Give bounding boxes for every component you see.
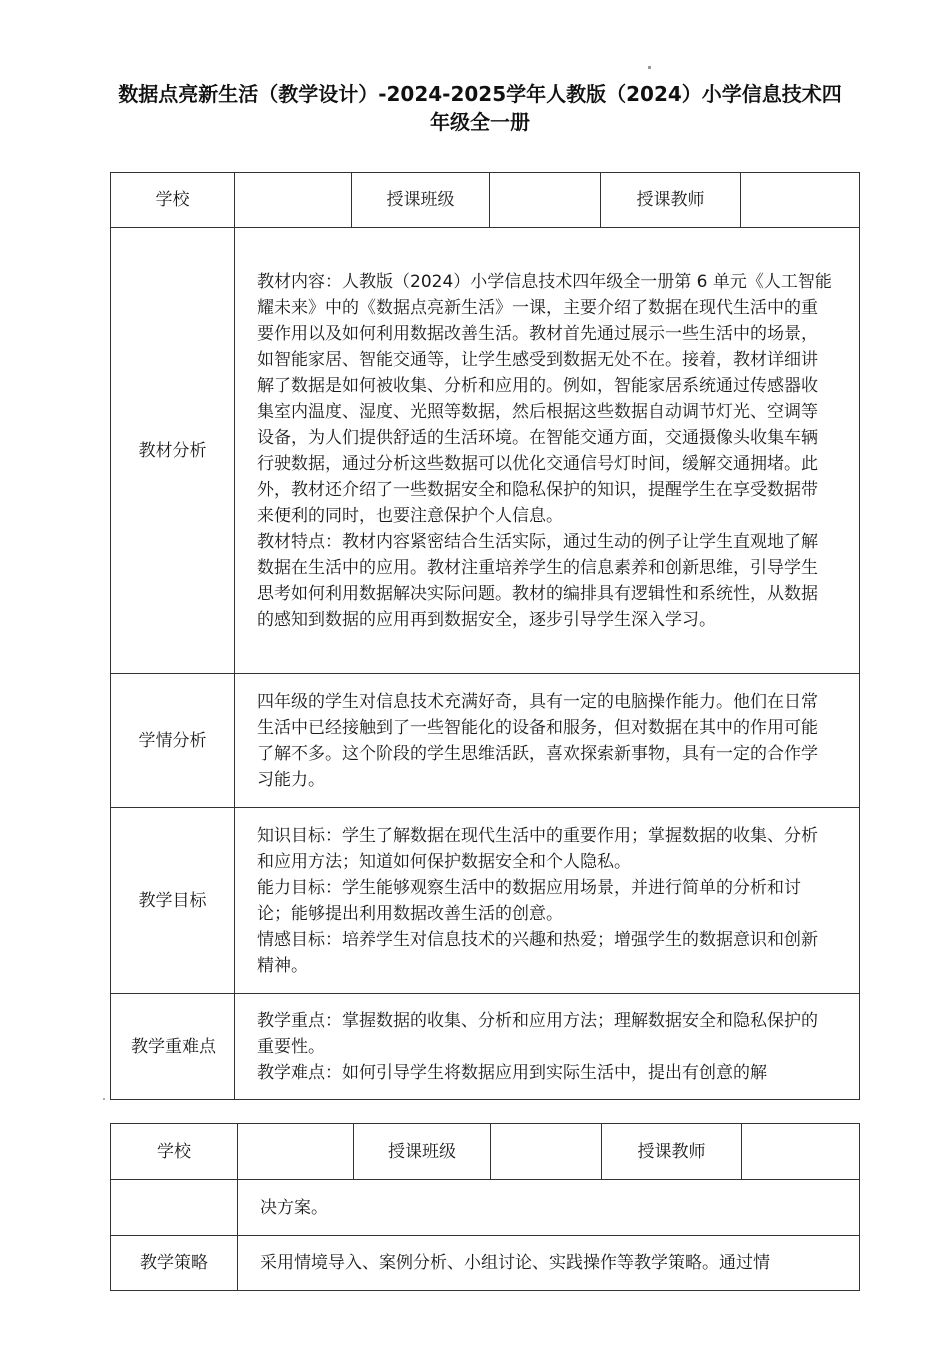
key-points-content [235,994,860,1100]
document-title [90,80,870,136]
key-points-row [111,994,860,1100]
continuation-row [111,1180,860,1236]
teacher-label: 授课教师 [601,173,741,228]
continuation-label-cell [111,1180,238,1236]
school-value-cell-continued[interactable] [238,1124,354,1180]
textbook-features-paragraph: 教材特点：教材内容紧密结合生活实际，通过生动的例子让学生直观地了解数据在生活中的应用。教材注重培养学生的信息素养和创新思维，引导学生思考如何利用数据解决实际问题。教材的编排具有逻辑性和系统性，从数据的感知到数据的应用再到数据安全，逐步引导学生深入学习。 [257,531,818,630]
teacher-value-cell-continued[interactable] [742,1124,860,1180]
title-line-1: 数据点亮新生活（教学设计）-2024-2025学年人教版（2024）小学信息技术四 [118,82,842,106]
student-analysis-label: 学情分析 [111,674,235,808]
class-label-continued: 授课班级 [354,1124,491,1180]
student-analysis-content [235,674,860,808]
school-label-continued: 学校 [111,1124,238,1180]
teaching-goals-content [235,808,860,994]
textbook-content-paragraph: 教材内容：人教版（2024）小学信息技术四年级全一册第 6 单元《人工智能耀未来》中的《数据点亮新生活》一课，主要介绍了数据在现代生活中的重要作用以及如何利用数据改善生活。教材首先通过展示一些生活中的场景，如智能家居、智能交通等，让学生感受到数据无处不在。接着，教材详细讲解了数据是如何被收集、分析和应用的。例如，智能家居系统通过传感器收集室内温度、湿度、光照等数据，然后根据这些数据自动调节灯光、空调等设备，为人们提供舒适的生活环境。在智能交通方面，交通摄像头收集车辆行驶数据，通过分析这些数据可以优化交通信号灯时间，缓解交通拥堵。此外，教材还介绍了一些数据安全和隐私保护的知识，提醒学生在享受数据带来便利的同时，也要注意保护个人信息。 [257,271,832,526]
page-marker-dot [648,66,651,69]
header-row [111,173,860,228]
teacher-value-cell[interactable] [741,173,860,228]
class-value-cell[interactable] [490,173,601,228]
class-label: 授课班级 [352,173,490,228]
key-point-difficulty: 教学难点：如何引导学生将数据应用到实际生活中，提出有创意的解 [257,1062,767,1083]
knowledge-goal: 知识目标：学生了解数据在现代生活中的重要作用；掌握数据的收集、分析和应用方法；知道如何保护数据安全和个人隐私。 [257,825,818,872]
key-point-focus: 教学重点：掌握数据的收集、分析和应用方法；理解数据安全和隐私保护的重要性。 [257,1010,818,1057]
teaching-strategy-label: 教学策略 [111,1236,238,1291]
header-row-continued [111,1124,860,1180]
key-points-label: 教学重难点 [111,994,235,1100]
student-analysis-row [111,674,860,808]
emotion-goal: 情感目标：培养学生对信息技术的兴趣和热爱；增强学生的数据意识和创新精神。 [257,929,818,976]
lesson-plan-table [110,172,860,1100]
page-break-marker [103,1098,105,1100]
school-label: 学校 [111,173,235,228]
lesson-plan-table-continued [110,1123,860,1291]
teaching-strategy-content: 采用情境导入、案例分析、小组讨论、实践操作等教学策略。通过情 [238,1236,860,1291]
textbook-analysis-label: 教材分析 [111,228,235,674]
teaching-strategy-row [111,1236,860,1291]
class-value-cell-continued[interactable] [491,1124,602,1180]
textbook-analysis-row [111,228,860,674]
teacher-label-continued: 授课教师 [602,1124,742,1180]
teaching-goals-label: 教学目标 [111,808,235,994]
school-value-cell[interactable] [235,173,352,228]
continuation-content: 决方案。 [238,1180,860,1236]
textbook-analysis-content [235,228,860,674]
student-analysis-paragraph: 四年级的学生对信息技术充满好奇，具有一定的电脑操作能力。他们在日常生活中已经接触到了一些智能化的设备和服务，但对数据在其中的作用可能了解不多。这个阶段的学生思维活跃，喜欢探索新事物，具有一定的合作学习能力。 [257,691,818,790]
teaching-goals-row [111,808,860,994]
ability-goal: 能力目标：学生能够观察生活中的数据应用场景，并进行简单的分析和讨论；能够提出利用数据改善生活的创意。 [257,877,801,924]
title-line-2: 年级全一册 [430,110,530,134]
